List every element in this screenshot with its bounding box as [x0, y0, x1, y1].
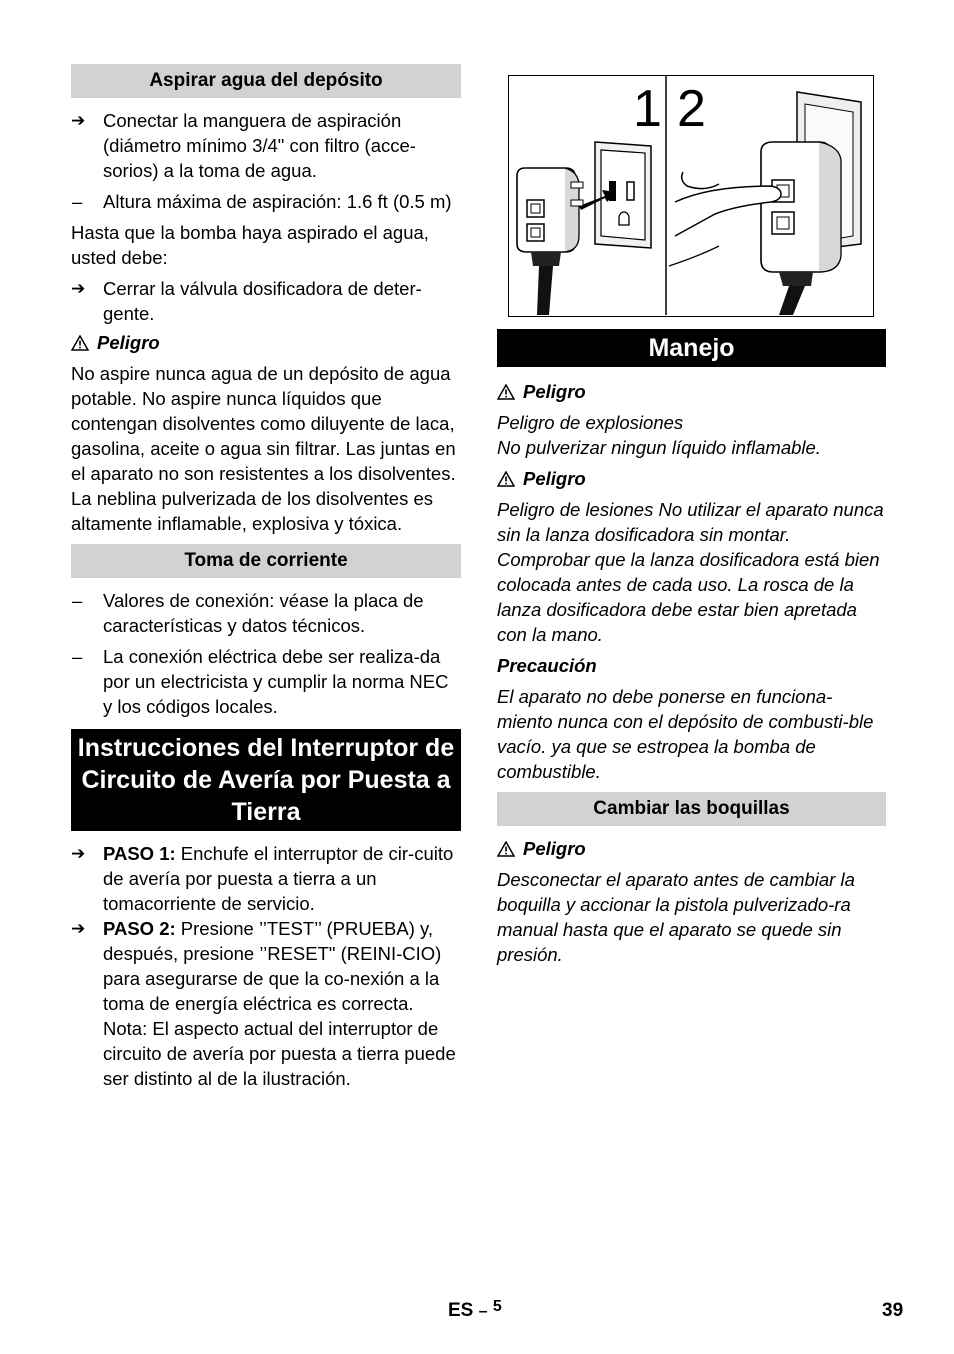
dash-text: La conexión eléctrica debe ser realiza-da por un electricista y cumplir la norma NEC y los códigos locales.: [103, 646, 449, 717]
warning-heading: [71, 330, 461, 355]
warning-triangle-icon: [497, 841, 515, 857]
warning-triangle-icon: [71, 335, 89, 351]
step-1: [71, 841, 461, 916]
warning-heading: [497, 466, 886, 491]
step-1-label: PASO 1:: [103, 843, 176, 864]
warning-text: Peligro de lesiones No utilizar el aparato nunca sin la lanza dosificadora sin montar. Comprobar que la lanza dosificadora está bien colocada antes de cada uso. La rosca de la lanza dosificadora debe estar bien apretada con la mano.: [497, 499, 884, 645]
para-hasta: Hasta que la bomba haya aspirado el agua, usted debe:: [71, 222, 429, 268]
bullet-text: Cerrar la válvula dosificadora de deter-gente.: [103, 278, 422, 324]
wall-outlet-1: [595, 142, 651, 248]
gfci-illustration-drawing: [509, 76, 872, 315]
gfci-plug-1: [517, 168, 583, 315]
warning-triangle-icon: [497, 471, 515, 487]
section-title-instrucciones: Instrucciones del Interruptor de Circuito de Avería por Puesta a Tierra: [71, 729, 461, 831]
right-arrow-icon: ➔: [71, 919, 86, 938]
step-2-text: Presione ’’TEST’’ (PRUEBA) y, después, presione ’’RESET" (REINI-CIO) para asegurarse de que la co-nexión a la toma de energía eléctrica es correcta.: [103, 918, 442, 1014]
bullet-text: Conectar la manguera de aspiración (diámetro mínimo 3/4" con filtro (acce-sorios) a la toma de agua.: [103, 110, 416, 181]
warning-line-2: No pulverizar ningun líquido inflamable.: [497, 437, 821, 458]
footer-lang: ES: [448, 1300, 474, 1321]
warning-line-1: Peligro de explosiones: [497, 412, 684, 433]
dash-altura: [71, 189, 461, 214]
gfci-illustration: [508, 75, 874, 317]
figure-label-2: 2: [677, 80, 706, 138]
dash-conexion: [71, 644, 461, 719]
section-title-manejo: Manejo: [497, 329, 886, 367]
figure-label-1: 1: [633, 80, 662, 138]
note: Nota: El aspecto actual del interruptor de circuito de avería por puesta a tierra puede ser distinto al de la ilustración.: [103, 1018, 456, 1089]
warning-triangle-icon: [497, 384, 515, 400]
dash-text: Valores de conexión: véase la placa de características y datos técnicos.: [103, 590, 424, 636]
dash-icon: –: [72, 191, 83, 212]
warning-text: No aspire nunca agua de un depósito de agua potable. No aspire nunca líquidos que contengan disolventes como diluyente de laca, gasolina, aceite o agua sin filtrar. Las juntas en el aparato no son resistentes a los disolventes. La neblina pulverizada de los disolventes es altamente inflamable, explosiva y tóxica.: [71, 363, 456, 534]
right-arrow-icon: ➔: [71, 111, 86, 130]
right-arrow-icon: ➔: [71, 279, 86, 298]
footer-language: [448, 1298, 502, 1324]
section-title-cambiar: Cambiar las boquillas: [497, 792, 886, 826]
bullet-conectar: [71, 108, 461, 183]
step-2-label: PASO 2:: [103, 918, 176, 939]
right-column: [497, 75, 886, 967]
dash-icon: –: [72, 590, 83, 611]
step-1-text: Enchufe el interruptor de cir-cuito de avería por puesta a tierra a un tomacorriente de servicio.: [103, 843, 454, 914]
caution-text: El aparato no debe ponerse en funciona-miento nunca con el depósito de combusti-ble vacío. ya que se estropea la bomba de combustible.: [497, 686, 874, 782]
warning-label: Peligro: [523, 381, 586, 402]
warning-label: Peligro: [523, 468, 586, 489]
page-number: 39: [882, 1300, 904, 1321]
section-title-toma: Toma de corriente: [71, 544, 461, 578]
warning-heading: [497, 836, 886, 861]
footer-sep: –: [478, 1303, 488, 1320]
warning-label: Peligro: [523, 838, 586, 859]
dash-icon: –: [72, 646, 83, 667]
dash-text: Altura máxima de aspiración: 1.6 ft (0.5 m): [103, 191, 452, 212]
caution-heading: Precaución: [497, 655, 597, 676]
footer-sub: 5: [492, 1298, 502, 1315]
warning-label: Peligro: [97, 332, 160, 353]
right-arrow-icon: ➔: [71, 844, 86, 863]
step-2: [71, 916, 461, 1016]
left-column: [71, 64, 461, 1091]
warning-text: Desconectar el aparato antes de cambiar la boquilla y accionar la pistola pulverizado-ra manual hasta que el aparato se quede sin presión.: [497, 869, 855, 965]
bullet-cerrar: [71, 276, 461, 326]
section-title-aspirar: Aspirar agua del depósito: [71, 64, 461, 98]
warning-heading: [497, 379, 886, 404]
dash-valores: [71, 588, 461, 638]
gfci-plug-2: [761, 142, 841, 315]
